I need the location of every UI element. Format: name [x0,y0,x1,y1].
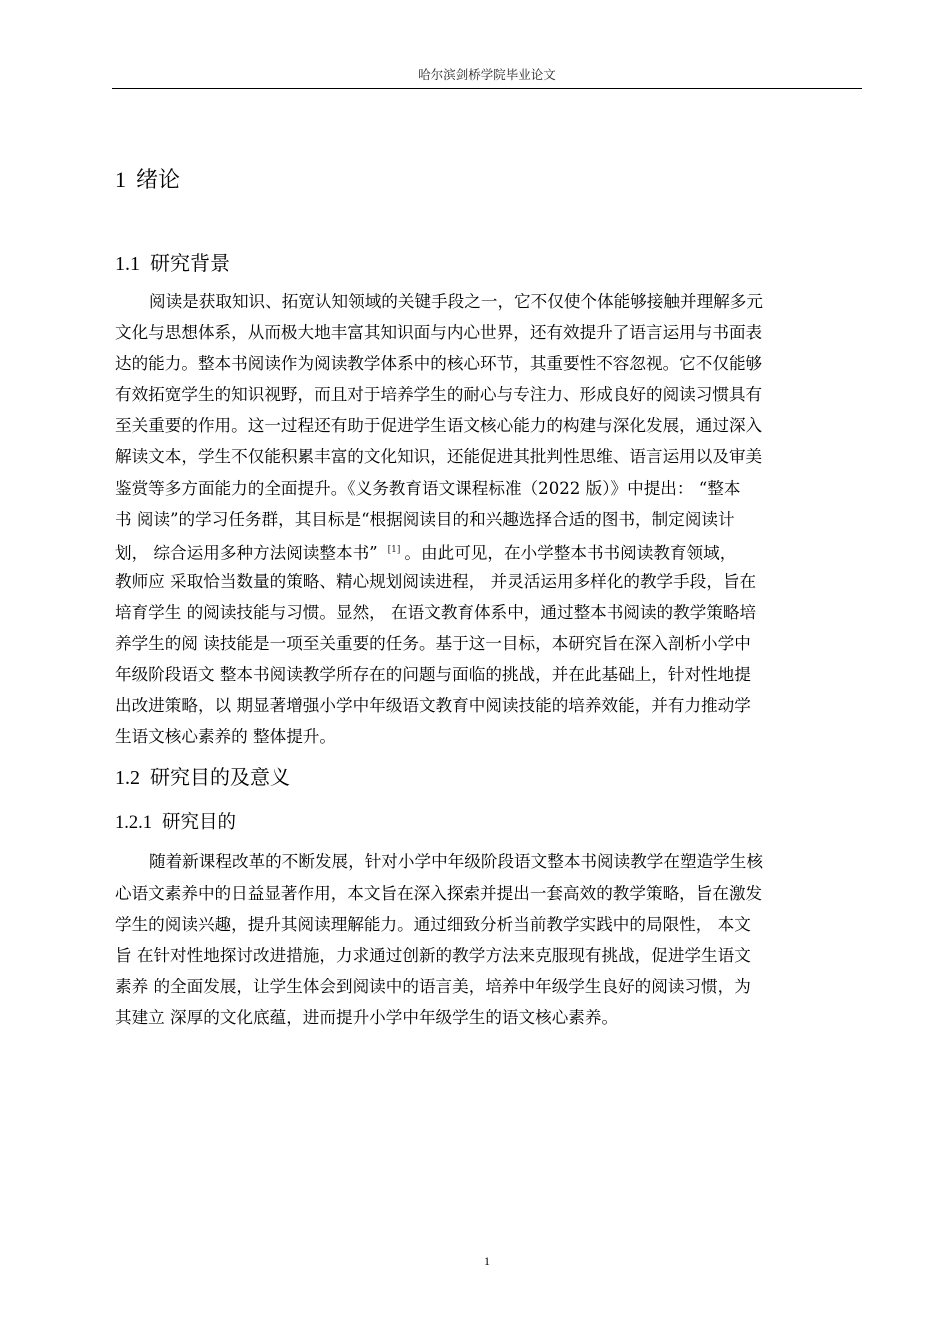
paragraph-line: 其建立 深厚的文化底蕴，进而提升小学中年级学生的语文核心素养。 [115,1007,619,1027]
citation-marker: [1] [387,544,401,555]
header-rule [112,88,862,89]
document-body [115,160,861,1033]
paragraph-line: 生语文核心素养的 整体提升。 [115,727,336,747]
paragraph-line: 素养 的全面发展，让学生体会到阅读中的语言美，培养中年级学生良好的阅读习惯，为 [115,976,751,996]
paragraph-line: 心语文素养中的日益显著作用，本文旨在深入探索并提出一套高效的教学策略，旨在激发 [115,883,763,903]
section-heading-1-2 [115,758,861,796]
section-heading-1-1 [115,244,861,282]
section-number: 1.1 [115,253,140,275]
paragraph-line: 培育学生 的阅读技能与习惯。显然， 在语文教育体系中，通过整本书阅读的教学策略培 [115,602,757,622]
paragraph-line: 文化与思想体系，从而极大地丰富其知识面与内心世界，还有效提升了语言运用与书面表 [115,323,763,343]
chapter-heading [115,160,861,200]
purpose-paragraph [115,846,861,1033]
paragraph-line: 年级阶段语文 整本书阅读教学所存在的问题与面临的挑战，并在此基础上，针对性地提 [115,665,751,685]
paragraph-line: 至关重要的作用。这一过程还有助于促进学生语文核心能力的构建与深化发展，通过深入 [115,416,763,436]
paragraph-line: 鉴赏等多方面能力的全面提升。《义务教育语文课程标准（2022 版）》中提出： “整本 [115,478,741,498]
subsection-title: 研究目的 [162,812,237,834]
paragraph-line: 阅读是获取知识、拓宽认知领域的关键手段之一，它不仅使个体能够接触并理解多元 [149,292,763,311]
paragraph-line: 学生的阅读兴趣，提升其阅读理解能力。通过细致分析当前教学实践中的局限性， 本文 [115,914,751,934]
section-number: 1.2 [115,767,140,790]
paragraph-line [115,535,861,566]
chapter-number: 1 [115,167,126,192]
chapter-title: 绪论 [136,168,181,193]
paragraph-line: 随着新课程改革的不断发展，针对小学中年级阶段语文整本书阅读教学在塑造学生核 [149,852,763,872]
subsection-heading-1-2-1 [115,804,861,842]
paragraph-line: 出改进策略，以 期显著增强小学中年级语文教育中阅读技能的培养效能，并有力推动学 [115,696,751,716]
paragraph-line: 达的能力。整本书阅读作为阅读教学体系中的核心环节，其重要性不容忽视。它不仅能够 [115,354,763,374]
paragraph-line: 旨 在针对性地探讨改进措施，力求通过创新的教学方法来克服现有挑战，促进学生语文 [115,945,751,965]
background-paragraph [115,286,861,752]
paragraph-line: 养学生的阅 读技能是一项至关重要的任务。基于这一目标，本研究旨在深入剖析小学中 [115,634,751,654]
section-title: 研究目的及意义 [150,765,290,790]
paragraph-line: 解读文本，学生不仅能积累丰富的文化知识，还能促进其批判性思维、语言运用以及审美 [115,447,763,467]
page-header: 哈尔滨剑桥学院毕业论文 [418,67,556,82]
section-title: 研究背景 [150,251,230,275]
paragraph-line-end: 。由此可见，在小学整本书书阅读教育领域， [404,543,737,563]
paragraph-line: 有效拓宽学生的知识视野，而且对于培养学生的耐心与专注力、形成良好的阅读习惯具有 [115,385,763,405]
page-number: 1 [484,1254,490,1268]
paragraph-line-start: 划， 综合运用多种方法阅读整本书” [115,543,378,563]
subsection-number: 1.2.1 [115,813,152,834]
paragraph-line: 教师应 采取恰当数量的策略、精心规划阅读进程， 并灵活运用多样化的教学手段，旨在 [115,571,757,591]
paragraph-line: 书 阅读”的学习任务群，其目标是“根据阅读目的和兴趣选择合适的图书，制定阅读计 [115,509,735,529]
